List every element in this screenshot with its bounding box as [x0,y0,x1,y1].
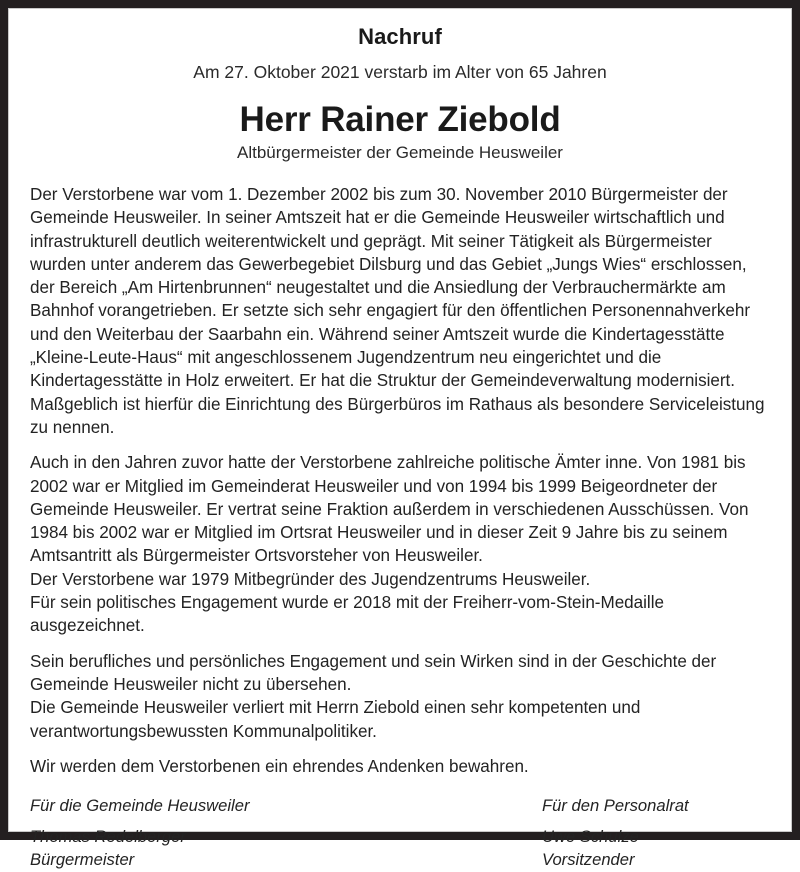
notice-body [30,183,770,778]
signature-position: Bürgermeister [30,850,135,870]
page-title: Nachruf [358,24,442,49]
signature-organization: Für die Gemeinde Heusweiler [30,796,250,816]
signature-name: Thomas Redelberger [30,826,186,846]
body-paragraph-2-line-medaille: Für sein politisches Engagement wurde er 2018 mit der Freiherr-vom-Stein-Medaille ausgezeichnet. [30,593,664,636]
death-announcement-line: Am 27. Oktober 2021 verstarb im Alter von 65 Jahren [193,62,607,82]
body-paragraph-3-line-engagement: Sein berufliches und persönliches Engagement und sein Wirken sind in der Geschichte der Gemeinde Heusweiler nicht zu übersehen. [30,651,717,694]
body-paragraph-3 [30,650,770,743]
signature-name: Uwe Schulze [542,826,639,846]
notice-sheet [8,8,792,870]
signature-column-gemeinde [30,794,542,872]
body-paragraph-2-main: Auch in den Jahren zuvor hatte der Verstorbene zahlreiche politische Ämter inne. Von 1981 bis 2002 war er Mitglied im Gemeinderat Heusweiler und von 1994 bis 1999 Beigeordneter der Gemeinde Heusweiler. Er vertrat seine Fraktion außerdem in verschiedenen Ausschüssen. Von 1984 bis 2002 war er Mitglied im Ortsrat Heusweiler und in dieser Zeit 9 Jahre bis zu seinem Amtsantritt als Bürgermeister Ortsvorsteher von Heusweiler. [30,453,749,566]
signature-organization: Für den Personalrat [542,796,689,816]
body-paragraph-2 [30,451,770,637]
deceased-name: Herr Rainer Ziebold [239,100,561,139]
body-paragraph-2-line-jugendzentrum: Der Verstorbene war 1979 Mitbegründer des Jugendzentrums Heusweiler. [30,569,591,589]
signature-position: Vorsitzender [542,850,635,870]
deceased-role: Altbürgermeister der Gemeinde Heusweiler [237,143,563,162]
body-paragraph-4-andenken: Wir werden dem Verstorbenen ein ehrendes Andenken bewahren. [30,756,529,776]
body-paragraph-1: Der Verstorbene war vom 1. Dezember 2002 bis zum 30. November 2010 Bürgermeister der Gemeinde Heusweiler. In seiner Amtszeit hat er die Gemeinde Heusweiler wirtschaftlich und infrastrukturell deutlich weiterentwickelt und geprägt. Mit seiner Tätigkeit als Bürgermeister wurden unter anderem das Gewerbegebiet Dilsburg und das Gebiet „Jungs Wies“ erschlossen, der Bereich „Am Hirtenbrunnen“ neugestaltet und die Ansiedlung der Verbrauchermärkte am Bahnhof vorangetrieben. Er setzte sich sehr engagiert für den öffentlichen Personennahverkehr und den Weiterbau der Saarbahn ein. Während seiner Amtszeit wurde die Kindertagesstätte „Kleine-Leute-Haus“ mit angeschlossenem Jugendzentrum neu eingerichtet und die Kindertagesstätte in Holz erweitert. Er hat die Struktur der Gemeindeverwaltung modernisiert. Maßgeblich ist hierfür die Einrichtung des Bürgerbüros im Rathaus als besondere Serviceleistung zu nennen. [30,185,765,437]
notice-header [30,24,770,163]
signature-block [30,794,770,872]
body-paragraph-3-line-verlust: Die Gemeinde Heusweiler verliert mit Herrn Ziebold einen sehr kompetenten und verantwortungsbewussten Kommunalpolitiker. [30,698,641,741]
signature-column-personalrat [542,794,770,872]
